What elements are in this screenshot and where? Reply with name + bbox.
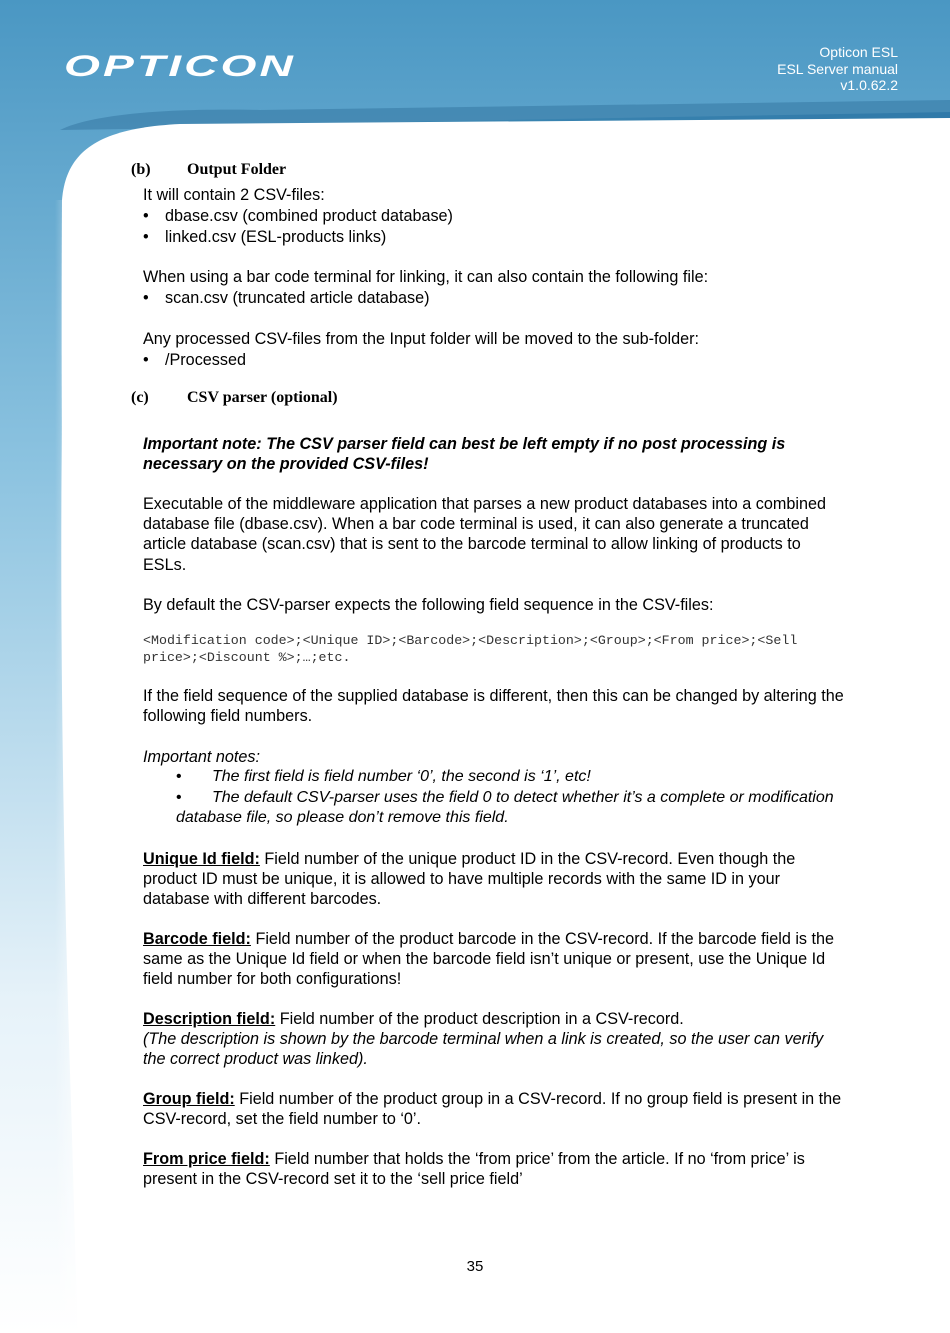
field-sequence-code <box>143 633 797 666</box>
note-text: The first field is field number ‘0’, the second is ‘1’, etc! <box>212 768 591 785</box>
logo-text: OPTICON <box>64 50 296 80</box>
note-text: The default CSV-parser uses the field 0 to detect whether it’s a complete or modification <box>212 788 834 806</box>
description-field-description <box>143 1009 823 1070</box>
output-intro: It will contain 2 CSV-files: <box>143 186 325 204</box>
bullet-icon: • <box>176 788 182 806</box>
code-line: <Modification code>;<Unique ID>;<Barcode>;<Description>;<Group>;<From price>;<Sell <box>143 633 798 648</box>
field-text: Field number that holds the ‘from price’ from the article. If no ‘from price’ is <box>269 1150 805 1168</box>
notes-heading: Important notes: <box>143 748 260 766</box>
field-text: product ID must be unique, it is allowed to have multiple records with the same ID in your <box>143 870 781 889</box>
paragraph-line: If the field sequence of the supplied database is different, then this can be changed by altering the <box>143 687 844 705</box>
note-text-continued: database file, so please don’t remove this field. <box>176 809 509 826</box>
paragraph-line: ESLs. <box>143 555 187 574</box>
from-price-field-description <box>143 1149 805 1189</box>
processed-list <box>143 350 246 371</box>
document-meta <box>777 44 898 94</box>
field-text: Field number of the unique product ID in the CSV-record. Even though the <box>259 850 796 868</box>
section-title: CSV parser (optional) <box>187 389 338 406</box>
section-letter: (b) <box>131 161 151 178</box>
field-text: field number for both configurations! <box>143 970 402 989</box>
note-item <box>176 788 834 829</box>
paragraph-line: database file (dbase.csv). When a bar code terminal is used, it can also generate a truncated <box>143 515 809 534</box>
field-note: the correct product was linked). <box>143 1050 368 1069</box>
opticon-logo <box>64 50 298 80</box>
note-item <box>176 767 834 788</box>
field-text: Field number of the product description in a CSV-record. <box>275 1010 684 1028</box>
list-item: • linked.csv (ESL-products links) <box>143 227 453 248</box>
group-field-description <box>143 1089 841 1129</box>
paragraph-line: Executable of the middleware application that parses a new product databases into a combined <box>143 495 826 513</box>
scan-intro: When using a bar code terminal for linking, it can also contain the following file: <box>143 268 709 286</box>
section-c-heading <box>131 389 338 407</box>
product-name: Opticon ESL <box>819 44 898 60</box>
paragraph-line: article database (scan.csv) that is sent to the barcode terminal to allow linking of products to <box>143 535 801 554</box>
section-letter: (c) <box>131 389 149 406</box>
notes-list <box>176 767 834 829</box>
bullet-icon: • <box>176 768 182 785</box>
field-text: database with different barcodes. <box>143 890 382 909</box>
manual-name: ESL Server manual <box>777 60 898 77</box>
default-sequence-text: By default the CSV-parser expects the following field sequence in the CSV-files: <box>143 596 714 614</box>
field-text: present in the CSV-record set it to the ‘sell price field’ <box>143 1170 523 1189</box>
version: v1.0.62.2 <box>840 77 898 93</box>
field-label: Unique Id field: <box>143 850 260 868</box>
unique-id-field-description <box>143 849 795 910</box>
list-item: • dbase.csv (combined product database) <box>143 206 453 227</box>
field-text: same as the Unique Id field or when the barcode field isn’t unique or present, use the Unique Id <box>143 950 826 969</box>
page-number: 35 <box>466 1258 484 1275</box>
field-text: Field number of the product barcode in the CSV-record. If the barcode field is the <box>250 930 835 948</box>
code-line: price>;<Discount %>;…;etc. <box>143 649 351 665</box>
scan-file-list <box>143 288 430 309</box>
important-note-line: Important note: The CSV parser field can best be left empty if no post processing is <box>143 435 786 453</box>
field-note: (The description is shown by the barcode terminal when a link is created, so the user can verify <box>143 1030 824 1049</box>
field-label: Description field: <box>143 1010 276 1028</box>
section-b-heading <box>131 161 286 179</box>
field-label: From price field: <box>143 1150 270 1168</box>
section-title: Output Folder <box>187 161 287 178</box>
executable-description <box>143 494 826 575</box>
important-note-line: necessary on the provided CSV-files! <box>143 455 429 474</box>
list-item: • scan.csv (truncated article database) <box>143 288 430 309</box>
paragraph-line: following field numbers. <box>143 707 313 726</box>
sequence-difference-text <box>143 686 844 726</box>
field-label: Barcode field: <box>143 930 251 948</box>
field-label: Group field: <box>143 1090 235 1108</box>
processed-intro: Any processed CSV-files from the Input folder will be moved to the sub-folder: <box>143 330 700 348</box>
important-note <box>143 434 785 474</box>
list-item: • /Processed <box>143 350 246 371</box>
field-text: Field number of the product group in a CSV-record. If no group field is present in the <box>234 1090 842 1108</box>
output-file-list <box>143 206 453 248</box>
field-text: CSV-record, set the field number to ‘0’. <box>143 1110 422 1129</box>
barcode-field-description <box>143 929 834 990</box>
